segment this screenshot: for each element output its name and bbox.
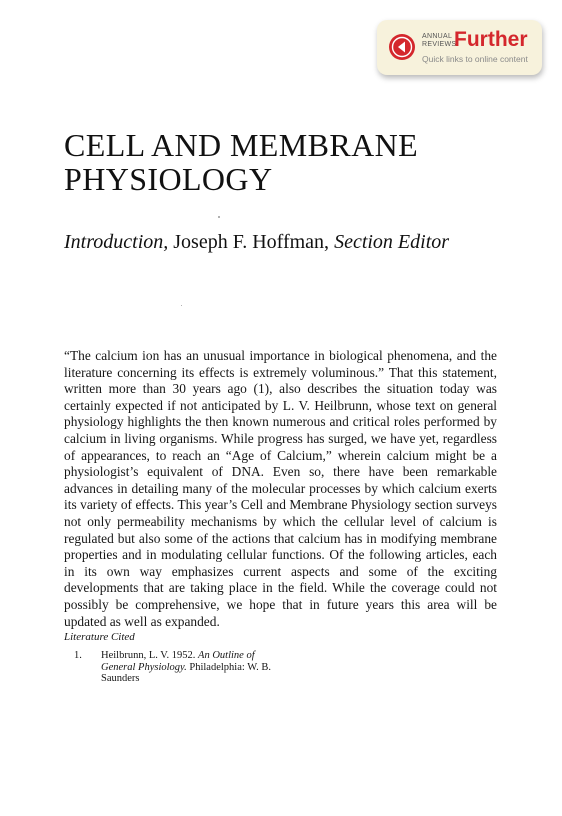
page-title: [64, 128, 418, 196]
title-line-2: PHYSIOLOGY: [64, 161, 273, 197]
banner-reviews-label: REVIEWS: [422, 41, 457, 48]
reference-publisher: Philadelphia: W. B. Saunders: [101, 661, 272, 684]
play-arrow-icon: [388, 33, 416, 61]
reference-item: [74, 650, 274, 685]
byline-intro: Introduction,: [64, 231, 169, 253]
banner-tagline: Quick links to online content: [422, 54, 528, 64]
body-paragraph: “The calcium ion has an unusual importance in biological phenomena, and the literature concerning its effects is extremely voluminous.” That this statement, written more than 30 years ago (1), also describes the situation today was certainly expected if not anticipated by L. V. Heilbrunn, whose text on general physiology highlights the then known numerous and critical roles performed by calcium in living organisms. While progress has surged, we have yet, regardless of appearances, to reach an “Age of Calcium,” wherein calcium might be a physiologist’s equivalent of DNA. Even so, there have been remarkable advances in detailing many of the molecular processes by which calcium exerts its variety of effects. This year’s Cell and Membrane Physiology section surveys not only permeability mechanisms by which the cellular level of calcium is regulated but also some of the actions that calcium has in modifying membrane properties and in modulating cellular functions. Of the following articles, each in its own way emphasizes current aspects and some of the exciting developments that are taking place in the field. While the coverage could not possibly be comprehensive, we hope that in future years this area will be updated as well as expanded.: [64, 348, 497, 629]
further-banner[interactable]: [377, 20, 542, 75]
title-line-1: CELL AND MEMBRANE: [64, 127, 419, 163]
byline-author: Joseph F. Hoffman,: [173, 231, 330, 253]
reference-number: 1.: [74, 650, 82, 661]
byline: [64, 230, 449, 254]
reference-title: An Outline of General Physiology.: [101, 650, 255, 673]
speck: [181, 305, 182, 306]
banner-brand: Further: [454, 28, 528, 51]
reference-authors: Heilbrunn, L. V. 1952.: [101, 650, 196, 661]
speck: [218, 216, 220, 218]
byline-role: Section Editor: [334, 231, 450, 253]
banner-annual-label: ANNUAL: [422, 33, 453, 40]
reference-text: [101, 650, 274, 685]
literature-heading: Literature Cited: [64, 631, 135, 643]
